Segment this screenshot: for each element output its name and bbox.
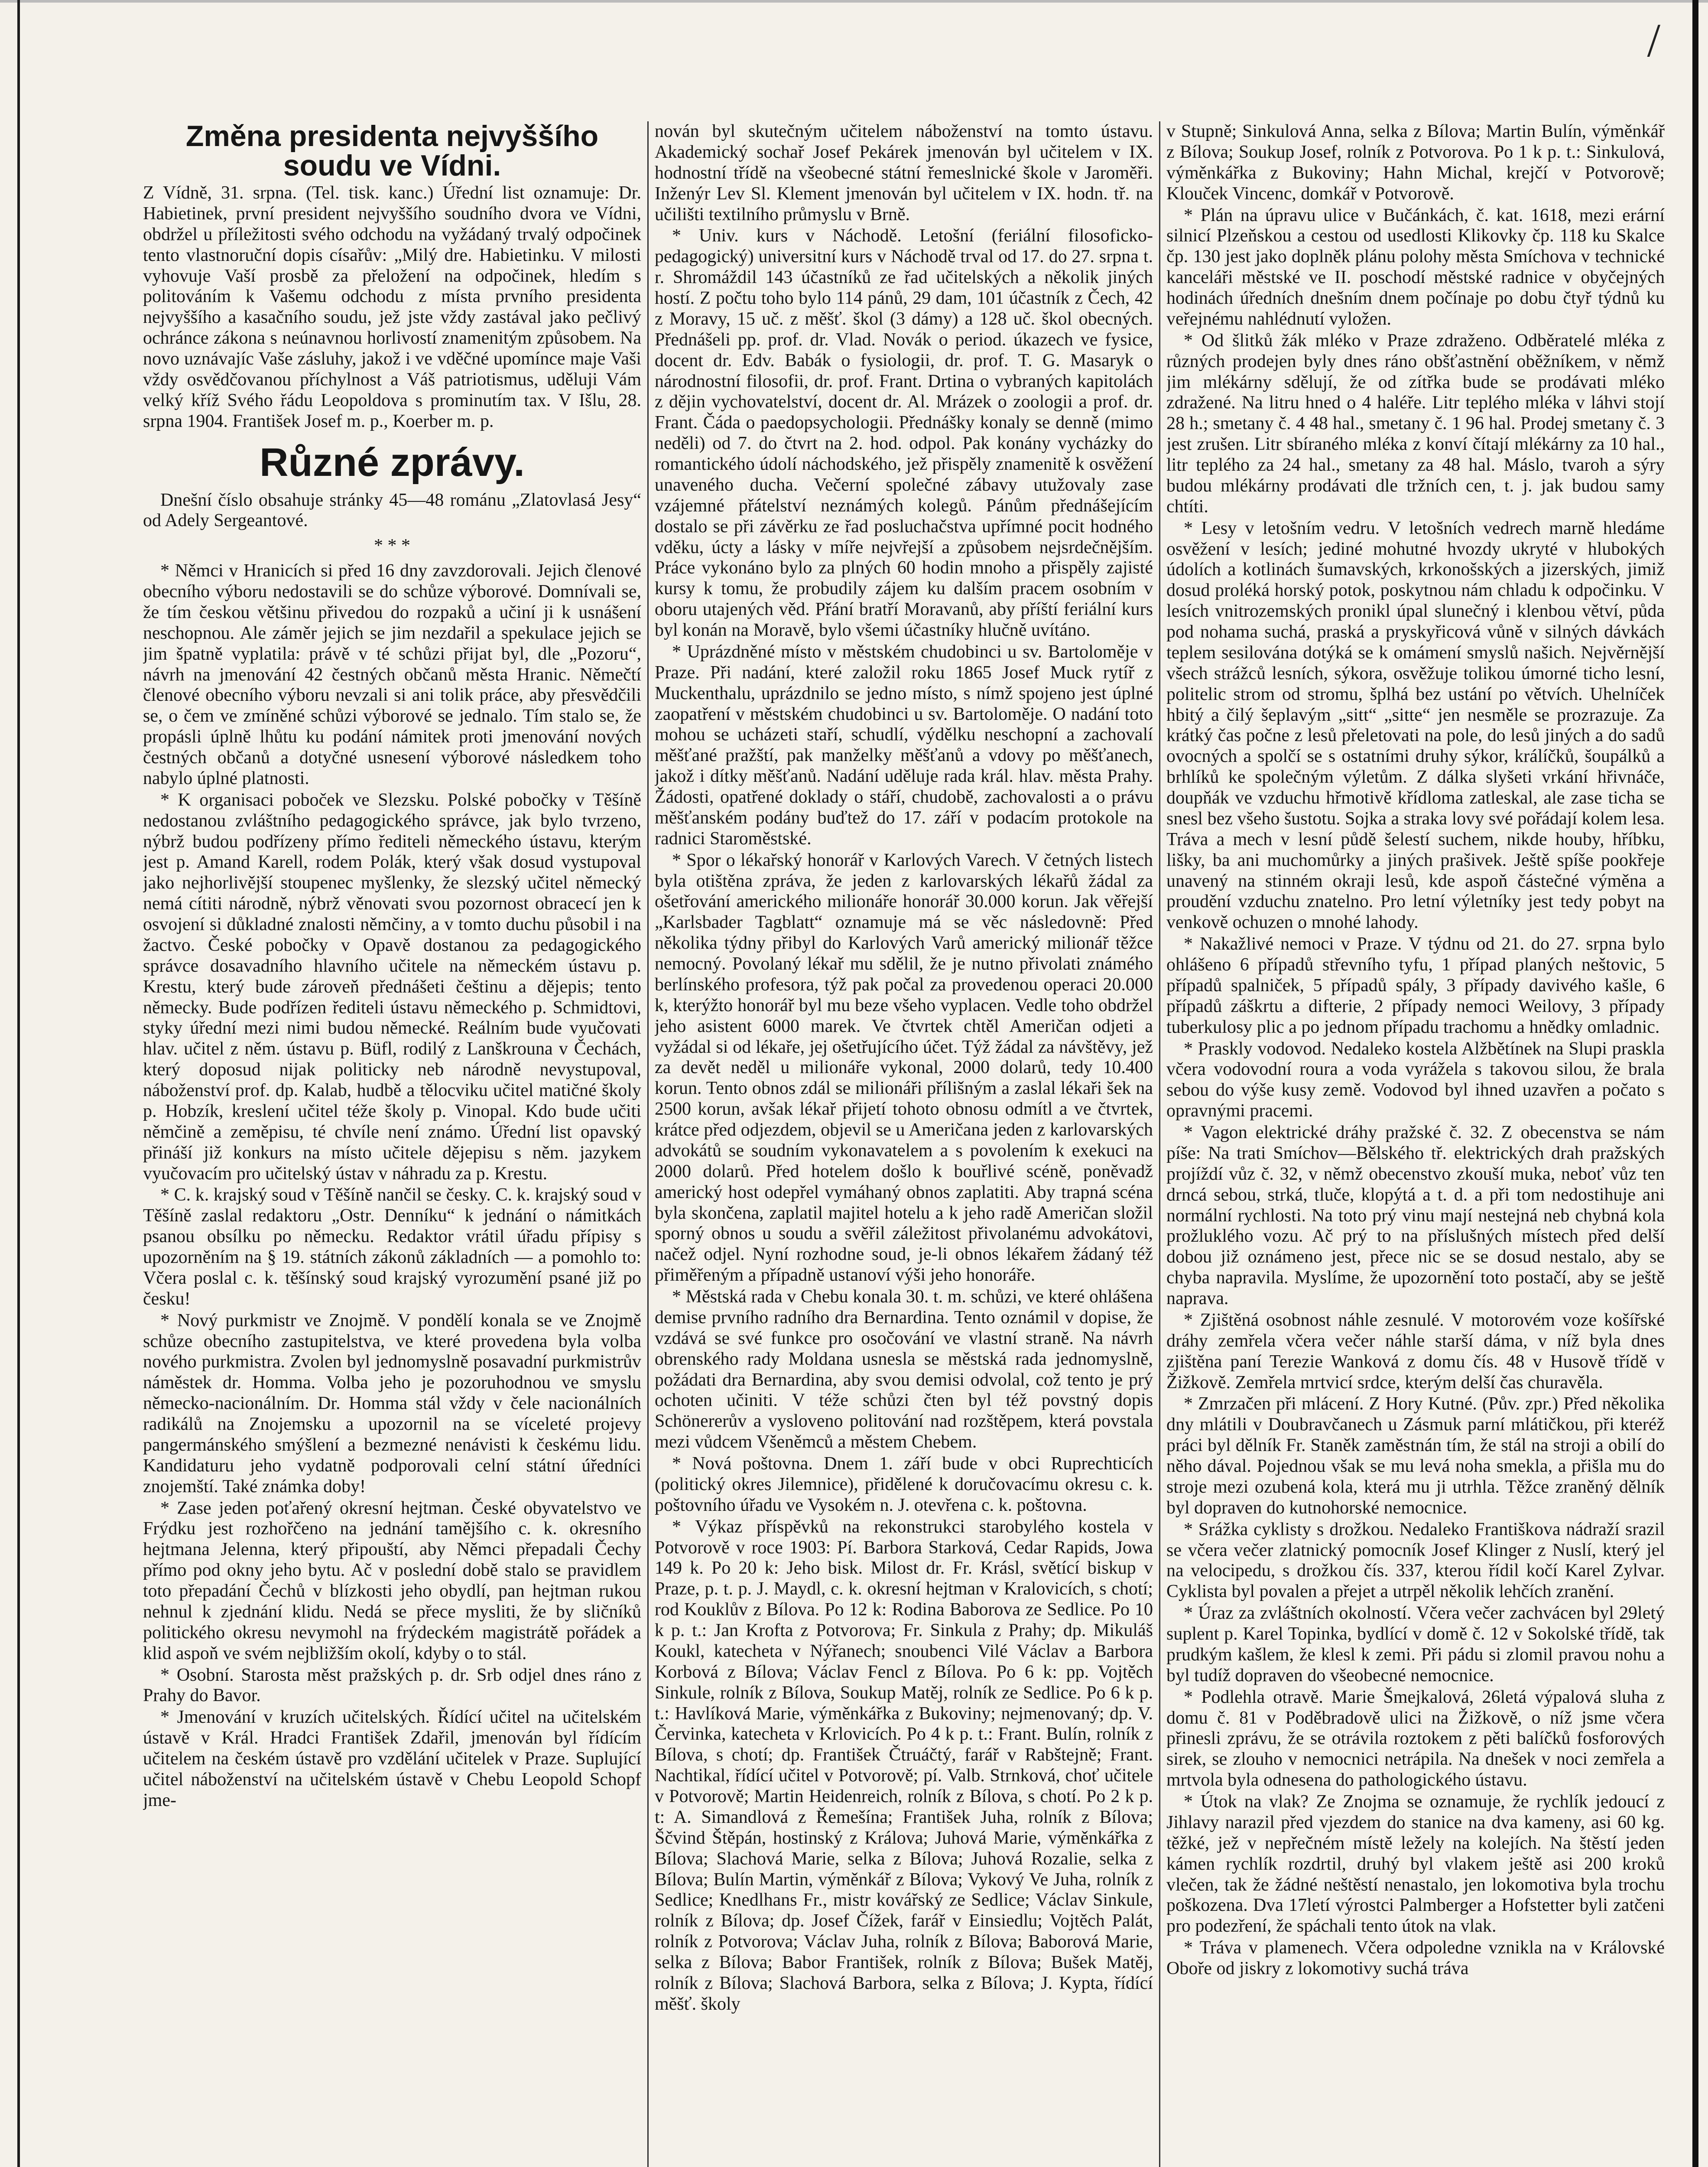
column-rule xyxy=(1159,121,1160,2167)
article-teacher-appointments: * Jmenování v kruzích učitelských. Řídící učitel na učitelském ústavě v Král. Hradci František Zdařil, jmenován byl řídícím učitelem na českém ústavě pro vzdělání učitelek v Praze. Suplující učitel náboženství na učitelském ústavě v Chebu Leopold Schopf jme- xyxy=(143,1707,641,1810)
article-continuation: nován byl skutečným učitelem náboženství na tomto ústavu. Akademický sochař Josef Pekárek jmenován byl učitelem v IX. hodnostní třídě na všeobecné státní řemeslnické škole v Jaroměři. Inženýr Lev Sl. Klement jmenován byl učitelem v IX. hodn. tř. na učilišti textilního průmyslu v Brně. xyxy=(655,121,1153,225)
article-cyclist: * Srážka cyklisty s drožkou. Nedaleko Františkova nádraží srazil se včera večer zlatnický pomocník Josef Klinger z Nuslí, který jel na velocipedu, s drožkou čís. 337, kterou řídil kočí Karel Zylvar. Cyklista byl povalen a přejet a utrpěl několik lehčích zranění. xyxy=(1166,1519,1665,1602)
pencil-mark: / xyxy=(1647,14,1660,67)
column-3 xyxy=(1166,121,1665,2167)
article-poisoning: * Podlehla otravě. Marie Šmejkalová, 26letá výpalová sluha z domu č. 81 v Poděbradově ulici na Žižkově, o níž jsme včera přinesli zprávu, že se otrávila roztokem z pěti balíčků fosforových sirek, se zlouho v nemocnici netrápila. Na dnešek v noci zemřela a mrtvola byla odnesena do pathologického ústavu. xyxy=(1166,1687,1665,1790)
article-tesin-court: * C. k. krajský soud v Těšíně nančil se česky. C. k. krajský soud v Těšíně zaslal redaktoru „Ostr. Denníku“ k jednání o námitkách psanou obsílku po německu. Redaktor vrátil úřadu přípisy s upozorněním na § 19. státních zákonů základních — a pomohlo to: Včera poslal c. k. těšínský soud krajský vyrozumění psané již po česku! xyxy=(143,1185,641,1309)
article-personal: * Osobní. Starosta měst pražských p. dr. Srb odjel dnes ráno z Prahy do Bavor. xyxy=(143,1665,641,1706)
article-hranice: * Němci v Hranicích si před 16 dny zavzdorovali. Jejich členové obecního výboru nedostavili se do schůze výborové. Domnívali se, že tím českou většinu přivedou do rozpaků a učiní ji k usnášení neschopnou. Ale záměr jejich se jim nezdařil a spekulace jejich se jim špatně vyplatila: právě v té schůzi přijat byl, dle „Pozoru“, návrh na jmenování 42 čestných občanů města Hranic. Němečtí členové obecního výboru nevzali si ani tolik práce, aby přesvědčili se, o čem ve zmíněné schůzi výborové se jednalo. Tím stalo se, že propásli úplně lhůtu ku podání námitek proti jmenování nových čestných občanů a dotyčné usnesení výborové následkem toho nabylo úplné platnosti. xyxy=(143,561,641,788)
notice-novel-pages: Dnešní číslo obsahuje stránky 45—48 románu „Zlatovlasá Jesy“ od Adely Sergeantové. xyxy=(143,490,641,531)
headline-supreme-court: Změna presidenta nejvyššího soudu ve Vídni. xyxy=(185,121,599,182)
section-title-various-news: Různé zprávy. xyxy=(260,440,525,485)
article-tram-car: * Vagon elektrické dráhy pražské č. 32. Z obecenstva se nám píše: Na trati Smíchov—Bělského tř. elektrických drah pražských projíždí vůz č. 32, v němž obecenstvo zkouší muka, neboť vůz ten drncá sebou, strká, tluče, klopýtá a t. d. a při tom nedostihuje ani normální rychlosti. Na toto prý vinu mají nestejná neb chybná kola prožluklého vozu. Ač prý to na příslušných místech před delší dobou již oznámeno jest, přece nic se se dosud nestalo, aby se chyba napravila. Myslíme, že upozornění toto postačí, aby se ještě napravа. xyxy=(1166,1123,1665,1308)
article-water-main: * Praskly vodovod. Nedaleko kostela Alžbětínek na Slupi praskla včera vodovodní roura a voda vyrážela s takovou silou, že brala sebou do výše kusy země. Vodovod byl ihned uzavřen a počato s opravnými pracemi. xyxy=(1166,1038,1665,1121)
section-divider: * * * xyxy=(374,536,410,556)
article-injury: * Úraz za zvláštních okolností. Včera večer zachvácen byl 29letý suplent p. Karel Topinka, bydlící v domě č. 12 v Sokolské třídě, tak prudkým kašlem, že klesl k zemi. Při pádu si zlomil pravou nohu a byl tudíž dopraven do všeobecné nemocnice. xyxy=(1166,1603,1665,1685)
column-rule xyxy=(647,121,649,2167)
article-forests-heat: * Lesy v letošním vedru. V letošních vedrech marně hledáme osvěžení v lesích; jediné mohutné hvozdy ukryté v hlubokých údolích a kotlinách šumavských, krkonošských a jizerských, jimiž dosud proléká horský potok, poskytnou nám chladu k odpočinku. V lesích vnitrozemských pronikl úpal slunečný i klenbou větví, půda pod nohama suchá, praská a pryskyřicová vůně v silných dávkách teplem sesilována dotýká se k omámení smyslů našich. Nejvěrnější všech strážců lesních, sýkora, osvěžuje tolikou úmorné ticho lesní, politelic strom od stromu, šplhá bez ustání po větvích. Uhelníček hbitý a čilý šeplavým „sitt“ „sitte“ jen nesměle se prozrazuje. Za krátký čas počne z lesů přeletovati na pole, do lesů jiných a do sadů ovocných a spolčí se s ostatními druhy sýkor, králíčků, šoupálků a brhlíků ke společným výletům. Z dálka slyšeti vrkání hřivnáče, doupňák ve vzduchu hřmotivě křídloma zatleskal, ale zase ticha se snesl bez všeho šustotu. Sojka a straka lovy své pořádají kolem lesa. Tráva a mech v lesní půdě šelestí suchem, nikde houby, hříbku, lišky, ba ani muchomůrky a jiných prašivek. Ještě spíše pookřeje unavený na stinném okraji lesů, kde aspoň částečné výměna a proudění vzduchu znatelno. Pro letní výletníky jest tedy pobyt na venkově ochuzen o mnohé lahody. xyxy=(1166,518,1665,933)
article-silesia: * K organisaci poboček ve Slezsku. Polské pobočky v Těšíně nedostanou zvláštního pedagogického správce, jak bylo tvrzeno, nýbrž budou podřízeny přímo řediteli německého ústavu, kterým jest p. Amand Karell, rodem Polák, který však dosud vystupoval jako nejhorlivější stoupenec myšlenky, že slezský učitel německý nemá cítiti národně, nýbrž věnovati svou pozornost obracecí jen k osvojení si důkladné znalosti němčiny, a v tomto duchu působil i na žactvo. České pobočky v Opavě dostanou za pedagogického správce dosavadního hlavního učitele na německém ústavu p. Krestu, který bude zároveň přednášeti češtinu a dějepis; tento německy. Bude podřízen řediteli ústavu německého p. Schmidtovi, styky úřední mezi nimi budou německé. Reálním bude vyučovati hlav. učitel z něm. ústavu p. Büfl, rodilý z Lanškrouna v Čechách, který doposud nijak politicky neb národně nevystupoval, náboženství prof. dp. Kalab, hudbě a tělocviku učitel matičné školy p. Hobzík, kreslení učitel téže školy p. Vinopal. Kdo bude učiti němčině a zeměpisu, té chvíle není známo. Úřední list opavský přináší již konkurs na místo učitele dějepisu s něm. jazykem vyučovacím pro učitelský ústav v náhradu za p. Krestu. xyxy=(143,790,641,1184)
article-post-office: * Nová poštovna. Dnem 1. září bude v obci Ruprechticích (politický okres Jilemnice), přidělené k doručovacímu okresu c. k. poštovního úřadu ve Vysokém n. J. otevřena c. k. poštovna. xyxy=(655,1454,1153,1515)
article-frydek: * Zase jeden poťařený okresní hejtman. České obyvatelstvo ve Frýdku jest rozhořčeno na jednání tamějšího c. k. okresního hejtmana Jelenna, který připouští, aby Němci přepadali Čechy přímo pod okny jeho bytu. Ač v poslední době stalo se pravidlem toto přepadání Čechů v blízkosti jeho obydlí, pan hejtman rukou nehnul k zjednání klidu. Nedá se přece mysliti, že by sličníků politického okresu nevymohl na frýdeckém magistrátě pořádek a klid aspoň ve svém nejbližším okolí, kdyby o to stál. xyxy=(143,1498,641,1663)
article-diseases: * Nakažlivé nemoci v Praze. V týdnu od 21. do 27. srpna bylo ohlášeno 6 případů střevního tyfu, 1 případ planých neštovic, 5 případů spalniček, 5 případů spály, 3 případy davivého kašle, 6 případů záškrtu a difterie, 2 případy nemoci Weilovy, 3 případy tuberkulosy plic a po jednom případu trachomu a hnědky omladnic. xyxy=(1166,934,1665,1037)
article-karlsbad-fee: * Spor o lékařský honorář v Karlových Varech. V četných listech byla otištěna zpráva, že jeden z karlovarských lékařů žádal za ošetřování amerického milionáře honorář 30.000 korun. Jak věřejší „Karlsbader Tagblatt“ oznamuje má se věc následovně: Před několika týdny přibyl do Karlových Varů americký milionář těžce nemocný. Povolaný lékař mu sdělil, že je nutno přivolati známého berlínského profesora, týž pak počal za provedenou operaci 20.000 k, kterýžto honorář byl mu beze všeho vyplacen. Vedle toho obdržel jeho asistent 6000 marek. Ve čtvrtek chtěl Američan odjeti a vyžádal si od lékaře, jej ošetřujícího účet. Týž žádal za návštěvy, jež za devět neděl u milionáře vykonal, 2000 dolarů, tedy 10.400 korun. Tento obnos zdál se milionáři přílišným a zaslal lékaři šek na 2500 korun, avšak lékař přijetí tohoto obnosu odmítl a ve čtvrtek, krátce před odjezdem, objevil se u Američana jeden z karlovarských advokátů se soudním vykonavatelem a s povolením k exekuci na 2000 dolarů. Před hotelem došlo k bouřlivé scéně, poněvadž americký host odepřel vymáhaný obnos zaplatiti. Aby trapná scéna byla skončena, zaplatil majitel hotelu a k jeho radě Američan složil sporný obnos u soudu a svěřil záležitost přivolanému advokátovi, načež odjel. Nyní rozhodne soud, je-li obnos lékařem žádaný též přiměřeným a případně ustanoví výši jeho honoráře. xyxy=(655,850,1153,1285)
article-almshouse: * Uprázdněné místo v městském chudobinci u sv. Bartoloměje v Praze. Při nadání, které založil roku 1865 Josef Muck rytíř z Muckenthalu, uprázdnilo se jedno místo, s nímž spojeno jest úplné zaopatření v městském chudobinci u sv. Bartoloměje. O nadání toto mohou se ucházeti staří, schudlí, výdělku neschopní a zachovalí měšťané pražští, pak manželky měšťanů a vdovy po měšťanech, jakož i dítky měšťanů. Nadání uděluje rada král. hlav. města Prahy. Žádosti, opatřené doklady o stáří, chudobě, zachovalosti a o právu měšťanském podány buďtež do 17. září v podacím protokole na radnici Staroměstské. xyxy=(655,641,1153,849)
article-znojmo-mayor: * Nový purkmistr ve Znojmě. V pondělí konala se ve Znojmě schůze obecního zastupitelstva, ve které provedena byla volba nového purkmistra. Zvolen byl jednomyslně posavadní purkmistrův náměstek dr. Homma. Volba jeho je pozoruhodnou ve smyslu německo-nacionálním. Dr. Homma stál vždy v čele nacionálních radikálů na Znojemsku a upozornil na se víceleté projevy pangermánského smýšlení a bezmezné nenávisti k českému lidu. Kandidaturu jeho vydatně podporovali celní státní úředníci znojemští. Také známka doby! xyxy=(143,1310,641,1497)
article-train-attack: * Útok na vlak? Ze Znojma se oznamuje, že rychlík jedoucí z Jihlavy narazil před vjezdem do stanice na dva kameny, asi 60 kg. těžké, jež v nepřečném místě ležely na kolejích. Na štěstí jeden kámen rychlík rozdrtil, druhý byl vlakem ještě asi 200 kroků vlečen, tak že žádné neštěstí nenastalo, jen lokomotiva byla trochu poškozena. Dva 17letí výrostci Palmberger a Hofstetter byli zatčeni pro podezření, že spáchali tento útok na vlak. xyxy=(1166,1792,1665,1936)
scan-right-edge xyxy=(1692,0,1698,2167)
article-church-donations: * Výkaz příspěvků na rekonstrukci starobylého kostela v Potvorově v roce 1903: Pí. Barbora Starková, Cedar Rapids, Jowa 149 k. Po 20 k: Jeho bisk. Milost dr. Fr. Krásl, světící biskup v Praze, p. t. p. J. Maydl, c. k. okresní hejtman v Kralovicích, s chotí; rod Kouklův z Bílova. Po 12 k: Rodina Baborova ze Sedlice. Po 10 k p. t.: Jan Krofta z Potvorova; Fr. Sinkula z Prahy; dp. Mikuláš Koukl, katecheta v Nýřanech; snoubenci Vilé Václav a Barbora Korbová z Bílova; Václav Fencl z Bílova. Po 6 k: pp. Vojtěch Sinkule, rolník z Bílova, Soukup Matěj, rolník ze Sedlice. Po 6 k p. t.: Havlíková Marie, výměnkářka z Bukoviny; nejmenovaný; dp. V. Červinka, katecheta v Krlovicích. Po 4 k p. t.: Frant. Bulín, rolník z Bílova, s chotí; dp. František Čtruáčtý, farář v Rabštejně; Frant. Nachtikal, řídící učitel v Potvorově; pí. Valb. Strnková, choť učitele v Potvorově; Martin Heidenreich, rolník z Bílova, s chotí. Po 2 k p. t: A. Simandlová z Řemešína; František Juha, rolník z Bílova; Ščvind Štěpán, hostinský z Králova; Juhová Marie, výměnkářka z Bílova; Slachová Marie, selka z Bílova; Juhová Rozalie, selka z Bílova; Bulín Martin, výměnkář z Bílova; Vykový Ve Juha, rolník z Sedlice; Knedlhans Fr., mistr kovářský ze Sedlice; Václav Sinkule, rolník z Bílova; dp. Josef Čížek, farář v Einsiedlu; Vojtěch Palát, rolník z Potvorova; Václav Juha, rolník z Bílova; Baborová Marie, selka z Bílova; Babor František, rolník z Bílova; Bušek Matěj, rolník z Bílova; Slachová Barbora, selka z Bílova; J. Kypta, řídící měšť. školy xyxy=(655,1516,1153,2014)
article-donations-continued: v Stupně; Sinkulová Anna, selka z Bílova; Martin Bulín, výměnkář z Bílova; Soukup Josef, rolník z Potvorova. Po 1 k p. t.: Sinkulová, výměnkářka z Bukoviny; Hahn Michal, krejčí v Potvorově; Klouček Vincenc, domkář v Potvorově. xyxy=(1166,121,1665,204)
article-threshing-accident: * Zmrzačen při mlácení. Z Hory Kutné. (Pův. zpr.) Před několika dny mlátili v Doubravčanech u Zásmuk parní mlátičkou, při kteréž práci byl dělník Fr. Staněk zaměstnán tím, že stál na stroji a obilí do něho dával. Pojednou však se mu levá noha smekla, a přišla mu do stroje mezi ozubená kola, která mu ji utrhla. Těžce zraněný dělník byl dopraven do kutnohorské nemocnice. xyxy=(1166,1394,1665,1518)
scan-left-edge xyxy=(17,0,20,2167)
scan-top-edge xyxy=(0,0,1708,3)
article-milk-prices: * Od šlitků žák mléko v Praze zdraženo. Odběratelé mléka z různých prodejen byly dnes ráno obšťastnění oběžníkem, v němž jim mlékárny sdělují, že od zítřka bude se prodávati mléko zdražené. Na litru hned o 4 haléře. Litr teplého mléka v láhvi stojí 28 h.; smetany č. 4 48 hal., smetany č. 1 96 hal. Prodej smetany č. 3 jest zrušen. Litr sbíraného mléka z konví čítají mlékárny za 10 hal., litr teplého za 24 hal., smetany za 48 hal. Máslo, tvaroh a sýry budou mlékárny prodávati dle tržních cen, t. j. jak budou samy chtíti. xyxy=(1166,330,1665,517)
column-1 xyxy=(143,121,641,2167)
article-sudden-death: * Zjištěná osobnost náhle zesnulé. V motorovém voze košířské dráhy zemřela včera večer náhle starší dáma, v níž byla dnes zjištěna paní Terezie Wanková z domu čís. 48 v Husově třídě v Žižkově. Zemřela mrtvicí srdce, kterým delší čas churavěla. xyxy=(1166,1310,1665,1393)
article-street-plan: * Plán na úpravu ulice v Bučánkách, č. kat. 1618, mezi erární silnicí Plzeňskou a cestou od usedlosti Klikovky čp. 118 ku Skalce čp. 130 jest jako doplněk plánu polohy města Smíchova v technické kanceláři městské ve II. poschodí městské radnice v obyčejných hodinách úředních dnešním dnem počínaje po dobu čtyř týdnů ku veřejnému nahlédnutí vyložen. xyxy=(1166,205,1665,329)
article-supreme-court: Z Vídně, 31. srpna. (Tel. tisk. kanc.) Úřední list oznamuje: Dr. Habietinek, první president nejvyššího soudního dvora ve Vídni, obdržel u příležitosti svého odchodu na vyžádaný trvalý odpočinek tento vlastnoruční dopis císařův: „Milý dre. Habietinku. V milosti vyhovuje Vaší prosbě za přeložení na odpočinek, hledím s politováním k Vašemu odchodu z místa prvního presidenta nejvyššího a kasačního soudu, jež jste vždy zastával jako pečlivý ochránce zákona s neúnavnou horlivostí znamenitým způsobem. Na novo uznávajíc Vaše zásluhy, jakož i ve vděčné upomínce maje Vaši vždy osvědčovanou příchylnost a Váš patriotismus, uděluji Vám velký kříž Svého řádu Leopoldova s prominutím tax. V Išlu, 28. srpna 1904. František Josef m. p., Koerber m. p. xyxy=(143,183,641,431)
article-grass-fire: * Tráva v plamenech. Včera odpoledne vznikla na v Královské Oboře od jiskry z lokomotivy suchá tráva xyxy=(1166,1938,1665,1978)
article-nachod-course: * Univ. kurs v Náchodě. Letošní (feriální filosoficko-pedagogický) universitní kurs v Náchodě trval od 17. do 27. srpna t. r. Shromáždil 143 účastníků ze řad učitelských a několik jiných hostí. Z počtu toho bylo 114 pánů, 29 dam, 101 účastník z Čech, 42 z Moravy, 15 uč. z měšť. škol (3 dámy) a 128 uč. škol obecných. Přednášeli pp. prof. dr. Vlad. Novák o period. úkazech ve fysice, docent dr. Edv. Babák o fysiologii, dr. prof. T. G. Masaryk o národnostní filosofii, dr. prof. Frant. Drtina o vybraných kapitolách z dějin vychovatelství, docent dr. Al. Mrázek o zoologii a prof. dr. Frant. Čáda o paedopsychologii. Přednášky konaly se denně (mimo neděli) od 7. do čtvrt na 2. hod. odpol. Pak konány vycházky do romantického údolí náchodského, jež přispěly znamenitě k osvěžení unaveného ducha. Večerní společné zábavy utužovaly zase vzájemné přátelství neznámých kolegů. Pánům přednášejícím dostalo se při závěrku ze řad posluchačstva upřímné pocit hodného vděku, úcty a lásky v míře nejvřejší a způsobem nejsrdečnějším. Práce vykonáno bylo za plných 60 hodin mnoho a přispěly zajisté kursy k tomu, že probudily zájem ku dalším pracem osobním v oboru utajených věd. Přání bratří Moravanů, aby příští feriální kurs byl konán na Moravě, bylo všemi účastníky hlučně uvítáno. xyxy=(655,226,1153,640)
article-cheb-council: * Městská rada v Chebu konala 30. t. m. schůzi, ve které ohlášena demise prvního radního dra Bernardina. Tento oznámil v dopise, že vzdává se své funkce pro osočování ve vlastní straně. Na návrh obrenského rady Moldana usnesla se městská rada jednomyslně, požádati dra Bernardina, aby svou demisi odvolal, což tento je prý ochoten učiniti. V téže schůzi čten byl též povstný dopis Schönererův a vysloveno politování nad rozštěpem, která povstala mezi vůdcem Všeněmců a městem Chebem. xyxy=(655,1287,1153,1452)
columns xyxy=(143,121,1668,2167)
column-2 xyxy=(655,121,1153,2167)
